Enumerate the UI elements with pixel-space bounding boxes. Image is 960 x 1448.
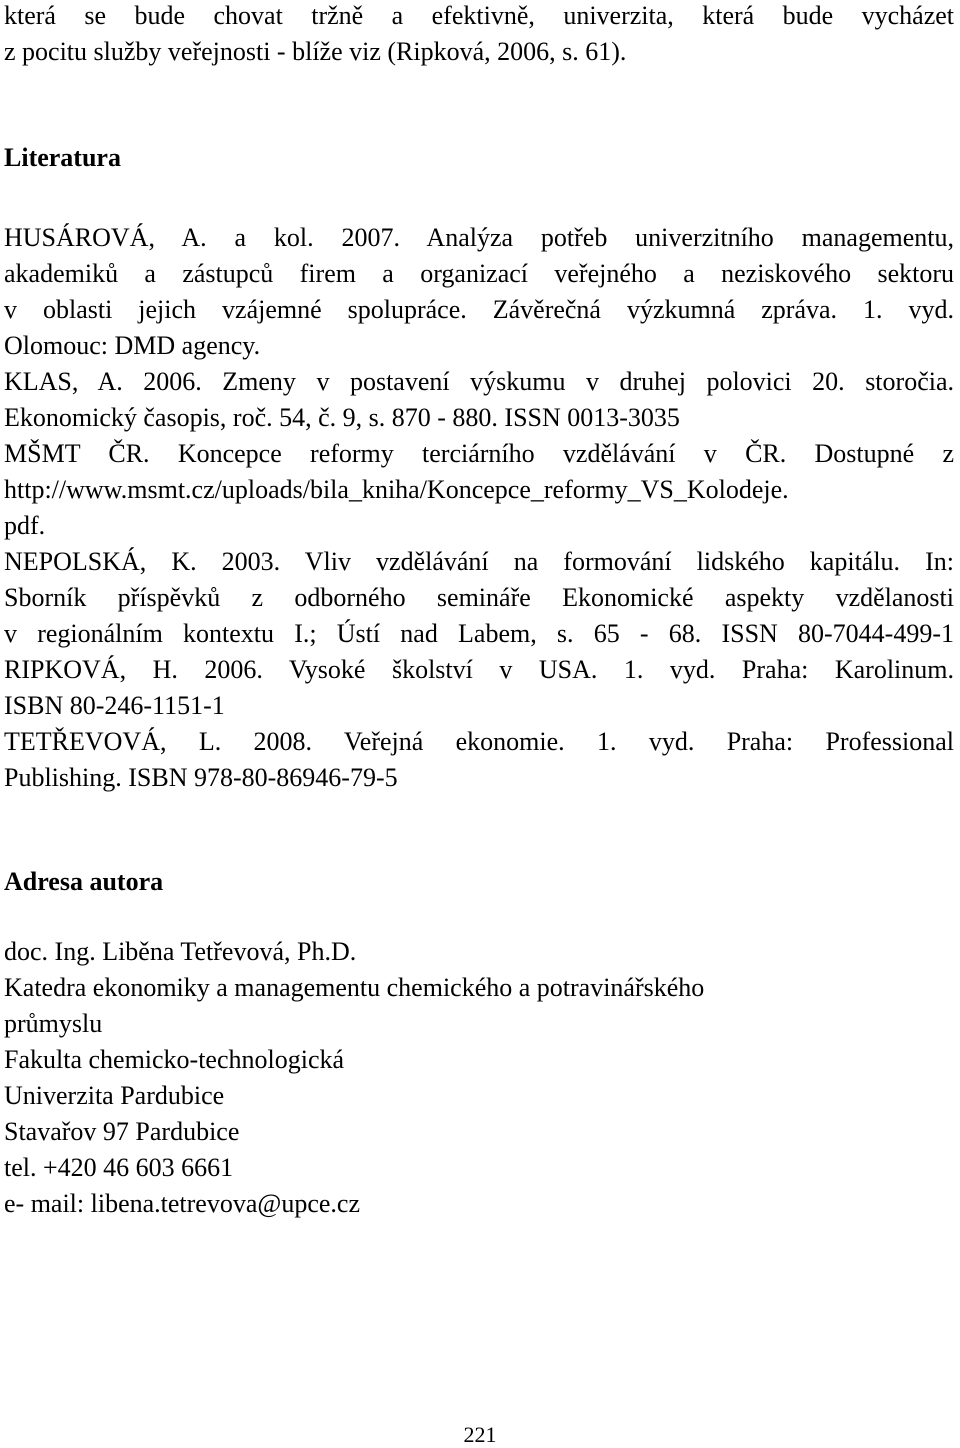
intro-line: z pocitu služby veřejnosti - blíže viz (Ripková, 2006, s. 61). <box>4 37 627 66</box>
author-name: doc. Ing. Liběna Tetřevová, Ph.D. <box>4 937 357 966</box>
author-email: e- mail: libena.tetrevova@upce.cz <box>4 1189 360 1218</box>
literature-heading: Literatura <box>4 143 121 172</box>
reference-line: NEPOLSKÁ, K. 2003. Vliv vzdělávání na formování lidského kapitálu. In: <box>4 547 954 576</box>
reference-line: Publishing. ISBN 978-80-86946-79-5 <box>4 763 398 792</box>
reference-line: v regionálním kontextu I.; Ústí nad Labem, s. 65 - 68. ISSN 80-7044-499-1 <box>4 619 954 648</box>
author-street: Stavařov 97 Pardubice <box>4 1117 240 1146</box>
reference-line: akademiků a zástupců firem a organizací veřejného a neziskového sektoru <box>4 259 954 288</box>
author-heading: Adresa autora <box>4 867 164 896</box>
author-faculty: Fakulta chemicko-technologická <box>4 1045 345 1074</box>
reference-line: ISBN 80-246-1151-1 <box>4 691 225 720</box>
reference-line: Sborník příspěvků z odborného semináře Ekonomické aspekty vzdělanosti <box>4 583 954 612</box>
reference-line: Ekonomický časopis, roč. 54, č. 9, s. 870 - 880. ISSN 0013-3035 <box>4 403 680 432</box>
reference-url: http://www.msmt.cz/uploads/bila_kniha/Koncepce_reformy_VS_Kolodeje. <box>4 475 789 504</box>
reference-line: MŠMT ČR. Koncepce reformy terciárního vzdělávání v ČR. Dostupné z <box>4 439 954 468</box>
reference-line: pdf. <box>4 511 46 540</box>
author-university: Univerzita Pardubice <box>4 1081 225 1110</box>
page-number: 221 <box>463 1422 497 1447</box>
reference-line: HUSÁROVÁ, A. a kol. 2007. Analýza potřeb univerzitního managementu, <box>4 223 954 252</box>
reference-line: v oblasti jejich vzájemné spolupráce. Závěrečná výzkumná zpráva. 1. vyd. <box>4 295 954 324</box>
intro-line: která se bude chovat tržně a efektivně, univerzita, která bude vycházet <box>4 1 954 30</box>
author-department: Katedra ekonomiky a managementu chemického a potravinářského <box>4 973 705 1002</box>
reference-line: RIPKOVÁ, H. 2006. Vysoké školství v USA. 1. vyd. Praha: Karolinum. <box>4 655 954 684</box>
author-phone: tel. +420 46 603 6661 <box>4 1153 234 1182</box>
reference-line: TETŘEVOVÁ, L. 2008. Veřejná ekonomie. 1. vyd. Praha: Professional <box>4 727 954 756</box>
reference-line: Olomouc: DMD agency. <box>4 331 261 360</box>
reference-line: KLAS, A. 2006. Zmeny v postavení výskumu v druhej polovici 20. storočia. <box>4 367 954 396</box>
author-department: průmyslu <box>4 1009 103 1038</box>
